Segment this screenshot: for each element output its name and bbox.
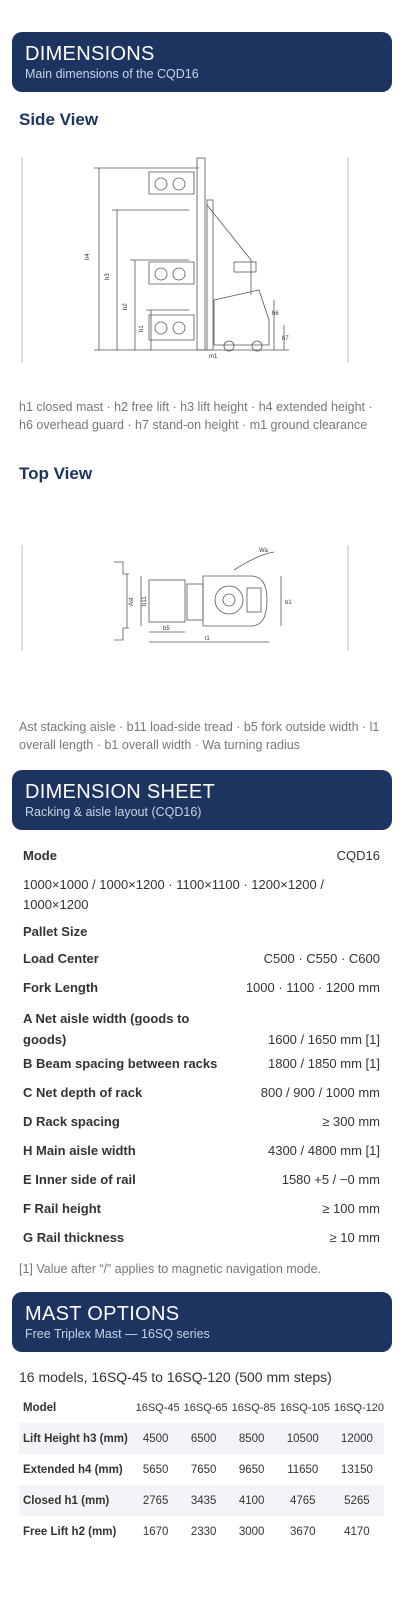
spec-value: 1800 / 1850 mm [1] [267,1056,380,1071]
mast-options-title: MAST OPTIONS [25,1303,180,1325]
cell: 3670 [289,1525,316,1538]
top-view-drawing [19,540,349,655]
pallet-sizes: 1000×1000 / 1000×1200 · 1100×1100 · 1200×1200 / 1000×1200 [23,877,324,912]
cell: 2765 [142,1494,169,1507]
spec-value: 1000 · 1100 · 1200 mm [245,980,380,995]
cell: 10500 [286,1432,319,1445]
label-h1: h1 [139,325,145,332]
label-m1: m1 [209,354,218,360]
row-label: Free Lift h2 (mm) [23,1525,117,1538]
cell: 5650 [142,1463,169,1476]
spec-value: C500 · C550 · C600 [263,951,380,966]
spec-value: 4300 / 4800 mm [1] [267,1143,380,1158]
model-header: Model [23,1401,57,1414]
spec-row [23,1114,380,1129]
table-row [19,1516,384,1547]
pallet-label: Pallet Size [23,924,88,939]
spec-key: Fork Length [23,980,99,995]
label-h3: h3 [105,273,111,280]
column-header: 16SQ-45 [135,1401,180,1414]
mast-table-header [19,1392,384,1423]
column-header: 16SQ-65 [183,1401,228,1414]
label-b5: b5 [163,626,170,632]
row-label: Lift Height h3 (mm) [23,1432,128,1445]
label-h7: h7 [282,336,289,342]
side-view-caption: h1 closed mast · h2 free lift · h3 lift height · h4 extended height · h6 overhead guard · h7 stand-on height · m1 ground clearance [19,400,373,432]
label-b1: b1 [285,600,292,606]
cell: 3000 [238,1525,265,1538]
cell: 9650 [238,1463,265,1476]
row-label: Extended h4 (mm) [23,1463,123,1476]
spec-value: ≥ 10 mm [329,1230,380,1245]
spec-value: ≥ 100 mm [322,1201,380,1216]
row-label: Closed h1 (mm) [23,1494,110,1507]
cell: 1670 [142,1525,169,1538]
models-summary: 16 models, 16SQ-45 to 16SQ-120 (500 mm steps) [19,1369,332,1385]
mast-options-subtitle: Free Triplex Mast — 16SQ series [25,1327,210,1341]
spec-key: B Beam spacing between racks [23,1056,218,1071]
spec-row [23,980,380,995]
spec-key: E Inner side of rail [23,1172,136,1187]
cell: 2330 [190,1525,217,1538]
spec-value: 800 / 900 / 1000 mm [260,1085,380,1100]
cell: 4765 [289,1494,316,1507]
spec-value: 1600 / 1650 mm [1] [267,1032,380,1047]
cell: 8500 [238,1432,265,1445]
column-header: 16SQ-105 [279,1401,330,1414]
mast-options-banner [12,1292,392,1352]
spec-key: Load Center [23,951,99,966]
label-l1: l1 [205,636,210,642]
mast-table [19,1392,384,1547]
spec-row [23,1008,380,1050]
top-view-caption: Ast stacking aisle · b11 load-side tread · b5 fork outside width · l1 overall length · b1 overall width · Wa turning radius [19,720,380,752]
cell: 13150 [340,1463,373,1476]
label-h6: h6 [272,311,279,317]
spec-key: A Net aisle width (goods to goods) [23,1011,190,1047]
spec-value: ≥ 300 mm [322,1114,380,1129]
dimension-sheet-subtitle: Racking & aisle layout (CQD16) [25,805,202,819]
spec-key: H Main aisle width [23,1143,136,1158]
spec-row [23,1085,380,1100]
cell: 11650 [287,1463,319,1476]
label-h4: h4 [85,253,91,260]
side-view-heading: Side View [19,110,99,129]
side-view-drawing [19,150,349,370]
dimensions-banner [12,32,392,92]
table-row [19,1485,384,1516]
spec-row [23,951,380,966]
cell: 4100 [238,1494,265,1507]
cell: 6500 [190,1432,217,1445]
cell: 4170 [344,1525,370,1538]
mode-value: CQD16 [336,848,380,863]
dimensions-subtitle: Main dimensions of the CQD16 [25,67,199,81]
table-row [19,1423,384,1454]
spec-row [23,1201,380,1216]
top-view-heading: Top View [19,464,93,483]
side-view-svg [19,150,359,370]
cell: 12000 [340,1432,373,1445]
spec-row [23,1143,380,1158]
cell: 3435 [190,1494,217,1507]
column-header: 16SQ-120 [333,1401,384,1414]
spec-key: F Rail height [23,1201,101,1216]
spec-key: C Net depth of rack [23,1085,143,1100]
sheet-footnote: [1] Value after “/” applies to magnetic navigation mode. [19,1262,322,1276]
column-header: 16SQ-85 [231,1401,276,1414]
spec-key: D Rack spacing [23,1114,120,1129]
spec-row [23,1172,380,1187]
label-wa: Wa [259,548,268,554]
top-view-svg [19,540,359,655]
table-row [19,1454,384,1485]
dimension-sheet-title: DIMENSION SHEET [25,781,216,803]
label-b11: b11 [142,596,148,606]
spec-row-mode [23,848,380,863]
label-ast: Ast [129,597,135,606]
spec-row [23,1230,380,1245]
mode-label: Mode [23,848,57,863]
dimension-sheet-banner [12,770,392,830]
spec-value: 1580 +5 / −0 mm [281,1172,380,1187]
cell: 5265 [344,1494,370,1507]
cell: 4500 [142,1432,169,1445]
label-h2: h2 [123,303,129,310]
spec-row [23,1056,380,1071]
dimensions-title: DIMENSIONS [25,43,155,65]
spec-key: G Rail thickness [23,1230,125,1245]
cell: 7650 [190,1463,217,1476]
spec-row-pallet [23,924,380,939]
